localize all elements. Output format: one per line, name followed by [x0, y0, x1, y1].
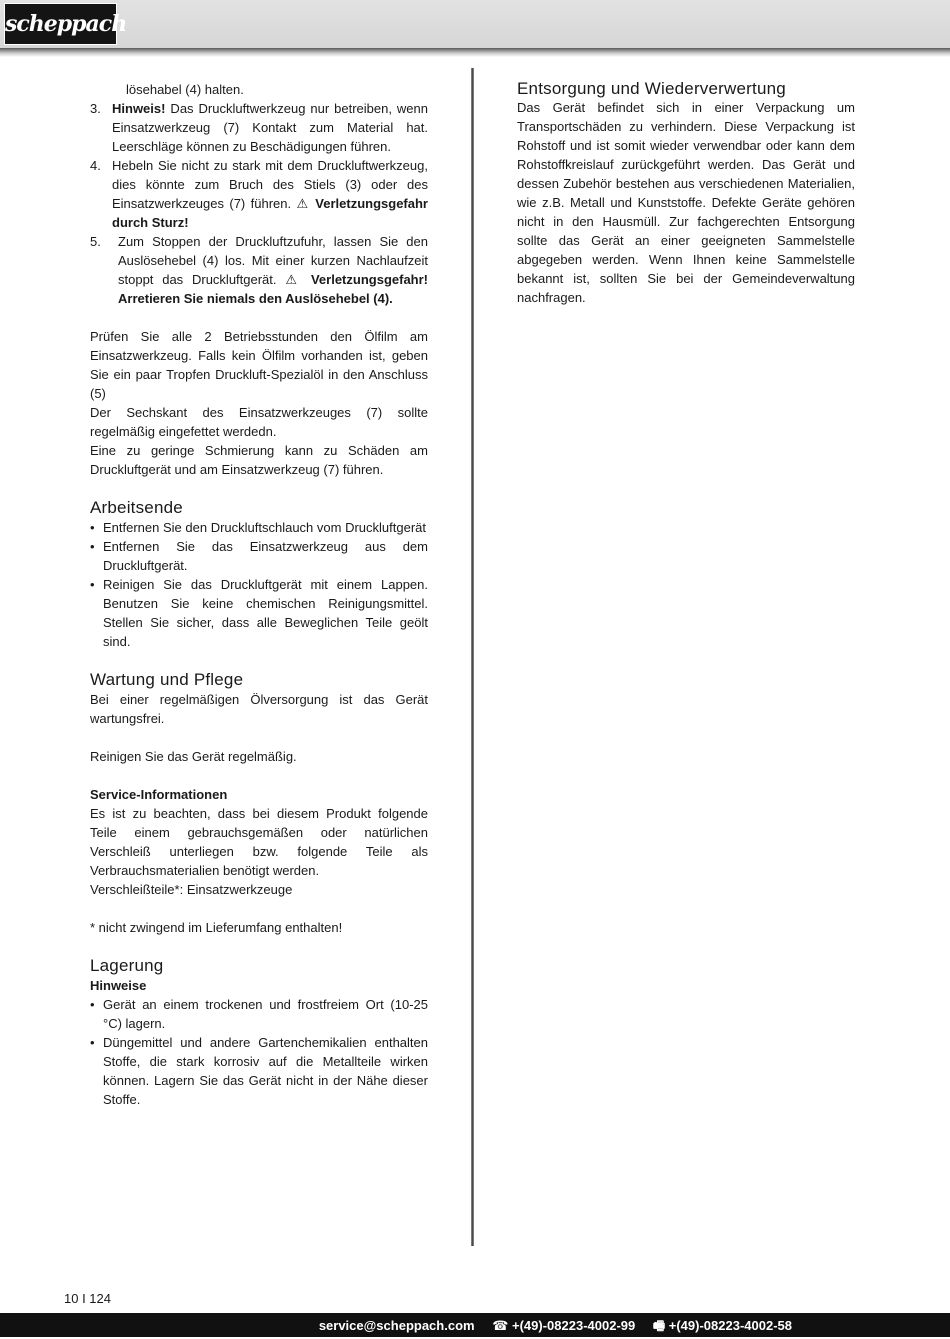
hint-label: Hinweis! — [112, 101, 166, 116]
service-email: service@scheppach.com — [318, 1318, 475, 1333]
subsection-title-service: Service-Informationen — [90, 787, 228, 802]
wear-parts-line: Verschleißteile*: Einsatzwerkzeuge — [90, 882, 293, 897]
lubrication-paragraph: Eine zu geringe Schmierung kann zu Schäden am Druckluftgerät und am Einsatzwerkzeug (7) führen. — [90, 443, 428, 477]
fax-number: 🖷 +(49)-08223-4002-58 — [652, 1318, 792, 1333]
list-item — [90, 1033, 428, 1109]
bullet: • — [90, 520, 95, 535]
column-divider — [471, 68, 474, 1246]
warning-text: ⚠ Verletzungsgefahr durch Sturz! — [112, 196, 428, 230]
bullet: • — [90, 997, 95, 1012]
section-title-lagerung: Lagerung — [90, 956, 164, 975]
item-body: Zum Stoppen der Druckluftzufuhr, lassen Sie den Auslösehebel (4) los. Mit einer kurzen Nachlaufzeit stoppt das Druckluftgerät. — [118, 234, 428, 287]
list-item-text: Reinigen Sie das Druckluftgerät mit einem Lappen. Benutzen Sie keine chemischen Reinigungsmittel. Stellen Sie sicher, dass alle Beweglichen Teile geölt sind. — [103, 577, 428, 649]
bullet: • — [90, 1035, 95, 1050]
page-footer — [0, 1313, 950, 1337]
spacer — [90, 937, 428, 956]
spacer — [90, 479, 428, 498]
list-item — [90, 537, 428, 575]
right-column — [517, 80, 855, 307]
disposal-paragraph: Das Gerät befindet sich in einer Verpackung um Transportschäden zu verhindern. Diese Verpackung ist Rohstoff und ist somit wieder verwendbar oder kann dem Rohstoffkreislauf zurückgeführt werden. Das Gerät und dessen Zubehör bestehen aus verschiedenen Materialien, wie z.B. Metall und Kunststoffe. Defekte Geräte gehören nicht in den Hausmüll. Zur fachgerechten Entsorgung sollte das Gerät an einer geeigneten Sammelstelle abgegeben werden. Wenn Ihnen keine Sammelstelle bekannt ist, sollten Sie bei der Gemeindeverwaltung nachfragen. — [517, 100, 855, 305]
spacer — [90, 651, 428, 670]
list-item-4 — [90, 156, 428, 232]
section-title-arbeitsende: Arbeitsende — [90, 498, 183, 517]
service-paragraph: Es ist zu beachten, dass bei diesem Produkt folgende Teile einem gebrauchsgemäßen oder natürlichen Verschleiß unterliegen bzw. folgende Teile als Verbrauchsmaterialien benötigt werden. — [90, 806, 428, 878]
item-number: 3. — [90, 101, 101, 116]
continued-line: lösehabel (4) halten. — [126, 82, 244, 97]
item-text — [112, 156, 428, 232]
item-text — [112, 99, 428, 156]
oil-paragraph: Prüfen Sie alle 2 Betriebsstunden den Ölfilm am Einsatzwerkzeug. Falls kein Ölfilm vorhanden ist, geben Sie ein paar Tropfen Druckluft-Spezialöl in den Anschluss (5) — [90, 329, 428, 401]
list-item — [90, 575, 428, 651]
section-title-wartung: Wartung und Pflege — [90, 670, 244, 689]
bullet: • — [90, 577, 95, 592]
list-item — [90, 518, 428, 537]
phone-number: ☎ +(49)-08223-4002-99 — [492, 1318, 636, 1333]
section-title-entsorgung: Entsorgung und Wiederverwertung — [517, 79, 786, 98]
list-item-text: Entfernen Sie den Druckluftschlauch vom Druckluftgerät — [103, 520, 426, 535]
warning-text: ⚠ Verletzungsgefahr! Arretieren Sie niemals den Auslösehebel (4). — [118, 272, 429, 306]
page-header — [0, 0, 950, 48]
footnote: * nicht zwingend im Lieferumfang enthalten! — [90, 920, 343, 935]
spacer — [90, 766, 428, 785]
list-item-3 — [90, 99, 428, 156]
item-body: Das Druckluftwerkzeug nur betreiben, wenn Einsatzwerkzeug (7) Kontakt zum Material hat. Leerschläge können zu Beschädigungen führen. — [112, 101, 428, 154]
item-number: 4. — [90, 158, 101, 173]
list-item-5 — [90, 232, 428, 308]
subsection-title-hinweise: Hinweise — [90, 978, 147, 993]
list-item-text: Gerät an einem trockenen und frostfreiem Ort (10-25 °C) lagern. — [103, 997, 428, 1031]
list-item-text: Entfernen Sie das Einsatzwerkzeug aus dem Druckluftgerät. — [103, 539, 428, 573]
scheppach-logo: scheppach — [4, 3, 117, 45]
spacer — [90, 899, 428, 918]
spacer — [90, 728, 428, 747]
cleaning-paragraph: Reinigen Sie das Gerät regelmäßig. — [90, 749, 297, 764]
item-body: Hebeln Sie nicht zu stark mit dem Druckluftwerkzeug, dies könnte zum Bruch des Stiels (3) oder des Einsatzwerkzeuges (7) führen. — [112, 158, 428, 211]
header-shadow — [0, 48, 950, 57]
spacer — [90, 308, 428, 327]
contact-line — [319, 1317, 792, 1339]
page-number: 10 I 124 — [64, 1291, 111, 1306]
hex-paragraph: Der Sechskant des Einsatzwerkzeuges (7) sollte regelmäßig eingefettet werdedn. — [90, 405, 428, 439]
wartung-paragraph: Bei einer regelmäßigen Ölversorgung ist das Gerät wartungsfrei. — [90, 692, 428, 726]
left-column — [90, 80, 428, 1109]
item-number: 5. — [90, 234, 101, 249]
list-item-text: Düngemittel und andere Gartenchemikalien enthalten Stoffe, die stark korrosiv auf die Metallteile wirken können. Lagern Sie das Gerät nicht in der Nähe dieser Stoffe. — [103, 1035, 428, 1107]
item-text — [118, 232, 428, 308]
bullet: • — [90, 539, 95, 554]
list-item — [90, 995, 428, 1033]
